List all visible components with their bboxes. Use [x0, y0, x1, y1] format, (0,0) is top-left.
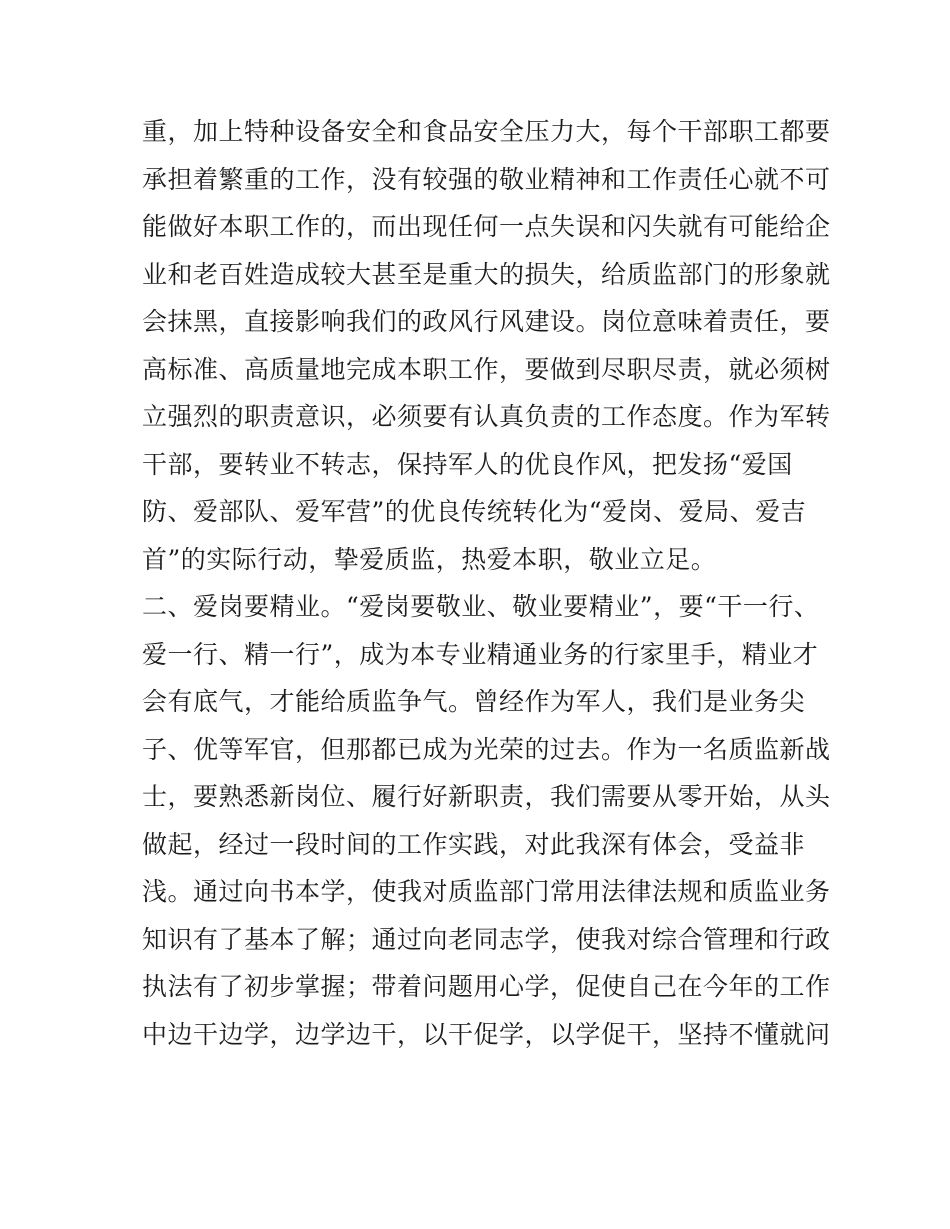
- text-line: 做起，经过一段时间的工作实践，对此我深有体会，受益非: [142, 829, 806, 859]
- text-line: 知识有了基本了解；通过向老同志学，使我对综合管理和行政: [142, 924, 831, 954]
- text-line: 二、爱岗要精业。“爱岗要敬业、敬业要精业”，要“干一行、: [142, 592, 820, 621]
- text-line: 重，加上特种设备安全和食品安全压力大，每个干部职工都要: [142, 117, 831, 146]
- text-line: 高标准、高质量地完成本职工作，要做到尽职尽责，就必须树: [142, 354, 831, 384]
- text-line: 子、优等军官，但那都已成为光荣的过去。作为一名质监新战: [142, 734, 831, 764]
- text-line: 爱一行、精一行”，成为本专业精通业务的行家里手，精业才: [142, 639, 819, 669]
- text-line: 干部，要转业不转志，保持军人的优良作风，把发扬“爱国: [142, 449, 793, 479]
- text-line: 能做好本职工作的，而出现任何一点失误和闪失就有可能给企: [142, 212, 831, 241]
- text-line: 立强烈的职责意识，必须要有认真负责的工作态度。作为军转: [142, 402, 831, 431]
- text-line: 业和老百姓造成较大甚至是重大的损失，给质监部门的形象就: [142, 259, 831, 289]
- text-line: 中边干边学，边学边干，以干促学，以学促干，坚持不懂就问: [142, 1019, 831, 1049]
- text-line: 首”的实际行动，挚爱质监，热爱本职，敬业立足。: [142, 544, 717, 574]
- text-line: 会有底气，才能给质监争气。曾经作为军人，我们是业务尖: [142, 687, 806, 716]
- text-line: 承担着繁重的工作，没有较强的敬业精神和工作责任心就不可: [142, 164, 831, 194]
- text-line: 浅。通过向书本学，使我对质监部门常用法律法规和质监业务: [142, 877, 831, 906]
- body-text: [142, 108, 831, 1058]
- text-line: 执法有了初步掌握；带着问题用心学，促使自己在今年的工作: [142, 972, 831, 1001]
- text-line: 士，要熟悉新岗位、履行好新职责，我们需要从零开始，从头: [142, 782, 831, 811]
- text-line: 会抹黑，直接影响我们的政风行风建设。岗位意味着责任，要: [142, 307, 831, 336]
- text-line: 防、爱部队、爱军营”的优良传统转化为“爱岗、爱局、爱吉: [142, 497, 807, 526]
